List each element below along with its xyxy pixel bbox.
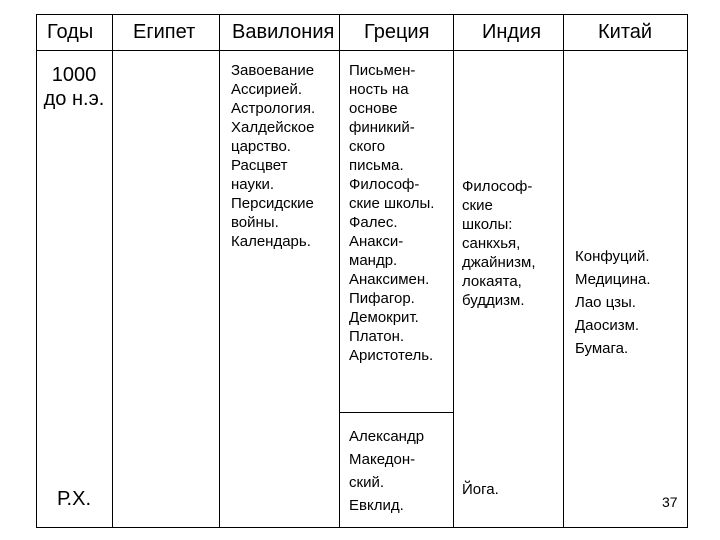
column-divider: [563, 15, 564, 527]
year-rx: Р.Х.: [56, 488, 91, 510]
header-india: Индия: [482, 21, 542, 43]
column-divider: [112, 15, 113, 527]
china-1000-cell: Конфуций. Медицина. Лао цзы. Даосизм. Бумага.: [575, 248, 651, 357]
babylon-1000-cell: Завоевание Ассирией. Астрология. Халдейское царство. Расцвет науки. Персидские войны. Календарь.: [231, 62, 316, 250]
column-divider: [219, 15, 220, 527]
year-1000-bc: 1000 до н.э.: [43, 64, 105, 110]
header-china: Китай: [598, 21, 653, 43]
india-rx-cell: Йога.: [462, 481, 499, 498]
column-divider: [339, 15, 340, 527]
header-greece: Греция: [364, 21, 430, 43]
greece-1000-cell: Письмен- ность на основе финикий- ского письма. Философ- ские школы. Фалес. Анакси- мандр. Анаксимен. Пифагор. Демокрит. Платон. Аристотель.: [349, 62, 435, 364]
header-egypt: Египет: [133, 21, 196, 43]
header-divider: [37, 50, 687, 51]
header-years: Годы: [47, 21, 94, 43]
column-divider: [453, 15, 454, 527]
india-1000-cell: Философ- ские школы: санкхья, джайнизм, локаята, буддизм.: [462, 178, 536, 309]
greece-rx-cell: Александр Македон- ский. Евклид.: [349, 428, 425, 514]
header-babylon: Вавилония: [232, 21, 335, 43]
page-number: 37: [662, 494, 678, 510]
greece-row-divider: [339, 412, 453, 413]
